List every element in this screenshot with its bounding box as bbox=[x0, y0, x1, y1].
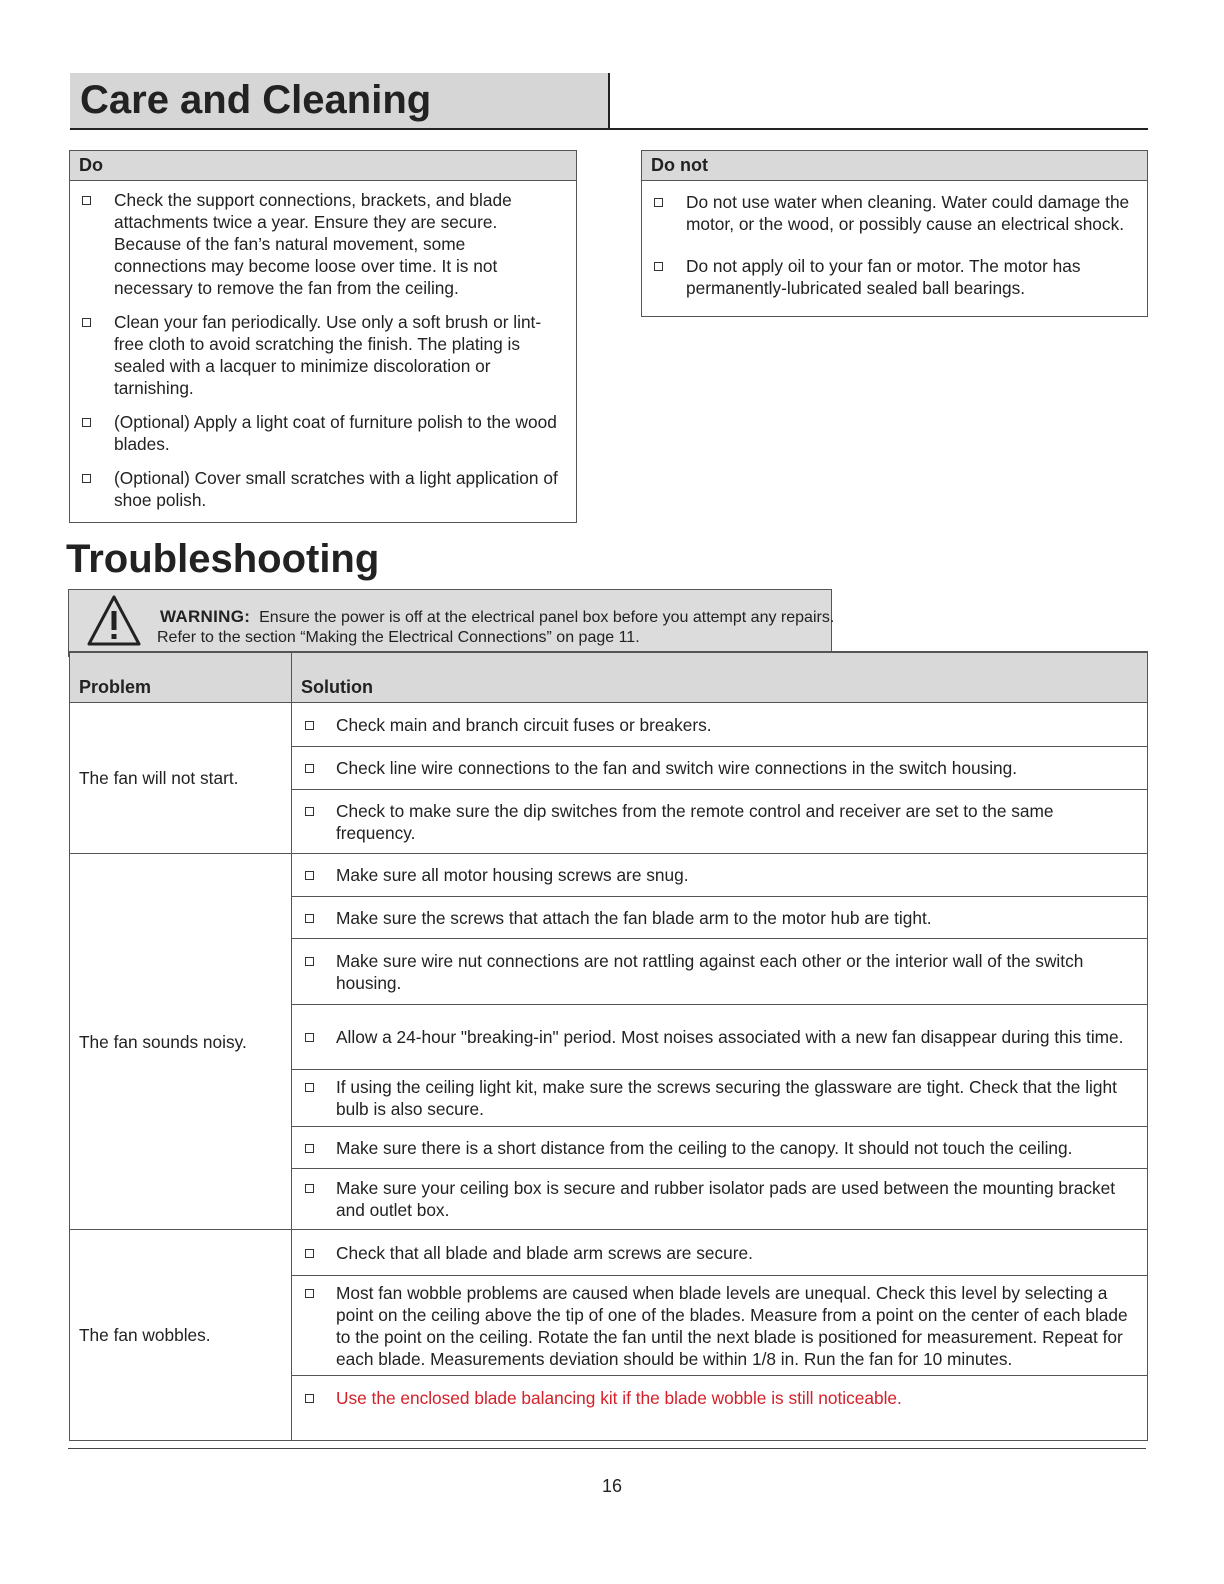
donot-list bbox=[642, 181, 1147, 299]
solution-cell bbox=[292, 897, 1148, 939]
donot-item bbox=[642, 191, 1147, 235]
checkbox-icon bbox=[654, 262, 663, 271]
header-divider bbox=[70, 128, 1148, 130]
warning-line-2: Refer to the section “Making the Electrical Connections” on page 11. bbox=[157, 629, 640, 646]
table-row bbox=[70, 854, 1148, 897]
checkbox-icon bbox=[82, 318, 91, 327]
solution-text: Check to make sure the dip switches from the remote control and receiver are set to the same frequency. bbox=[336, 800, 1054, 843]
table-row bbox=[70, 1230, 1148, 1276]
checkbox-icon bbox=[82, 196, 91, 205]
solution-cell bbox=[292, 1276, 1148, 1376]
problem-column-header: Problem bbox=[70, 652, 292, 703]
checkbox-icon bbox=[654, 198, 663, 207]
problem-cell: The fan sounds noisy. bbox=[70, 854, 292, 1230]
do-item-text: Check the support connections, brackets, and blade attachments twice a year. Ensure they are secure. Because of the fan’s natural movement, some connections may become loose over time. It is not necessary to remove the fan from the ceiling. bbox=[114, 190, 512, 298]
checkbox-icon bbox=[305, 957, 314, 966]
troubleshooting-title: Troubleshooting bbox=[66, 537, 380, 581]
solution-text: Make sure all motor housing screws are snug. bbox=[336, 865, 689, 885]
checkbox-icon bbox=[305, 1083, 314, 1092]
checkbox-icon bbox=[305, 871, 314, 880]
solution-cell bbox=[292, 790, 1148, 854]
solution-cell bbox=[292, 1127, 1148, 1169]
do-box bbox=[69, 150, 577, 523]
problem-cell: The fan wobbles. bbox=[70, 1230, 292, 1441]
do-item bbox=[70, 311, 576, 399]
footer-divider bbox=[68, 1448, 1146, 1449]
do-item bbox=[70, 189, 576, 299]
donot-item-text: Do not apply oil to your fan or motor. The motor has permanently-lubricated sealed ball bearings. bbox=[686, 256, 1081, 298]
warning-text-1: Ensure the power is off at the electrical panel box before you attempt any repairs. bbox=[259, 609, 835, 626]
solution-text: Check main and branch circuit fuses or breakers. bbox=[336, 714, 712, 735]
checkbox-icon bbox=[305, 1289, 314, 1298]
solution-cell bbox=[292, 1376, 1148, 1441]
checkbox-icon bbox=[305, 1184, 314, 1193]
solution-cell bbox=[292, 747, 1148, 790]
do-heading: Do bbox=[70, 151, 576, 181]
page-number: 16 bbox=[601, 1476, 623, 1496]
donot-item bbox=[642, 255, 1147, 299]
care-cleaning-title: Care and Cleaning bbox=[80, 78, 432, 122]
problem-cell: The fan will not start. bbox=[70, 703, 292, 854]
solution-cell bbox=[292, 939, 1148, 1005]
solution-text: Make sure your ceiling box is secure and rubber isolator pads are used between the mounting bracket and outlet box. bbox=[336, 1178, 1116, 1220]
solution-text-highlighted: Use the enclosed blade balancing kit if the blade wobble is still noticeable. bbox=[336, 1388, 902, 1408]
solution-text: Check line wire connections to the fan and switch wire connections in the switch housing. bbox=[336, 758, 1018, 778]
do-item bbox=[70, 467, 576, 511]
do-item-text: Clean your fan periodically. Use only a soft brush or lint-free cloth to avoid scratching the finish. The plating is sealed with a lacquer to minimize discoloration or tarnishing. bbox=[114, 312, 542, 398]
warning-label: WARNING: bbox=[160, 607, 251, 626]
solution-cell bbox=[292, 1005, 1148, 1070]
checkbox-icon bbox=[82, 418, 91, 427]
warning-triangle-icon bbox=[86, 594, 142, 648]
checkbox-icon bbox=[305, 1394, 314, 1403]
table-row bbox=[70, 703, 1148, 747]
checkbox-icon bbox=[305, 914, 314, 923]
solution-cell bbox=[292, 1070, 1148, 1127]
solution-text: Check that all blade and blade arm screws are secure. bbox=[336, 1242, 753, 1263]
solution-column-header: Solution bbox=[292, 652, 1148, 703]
do-item bbox=[70, 411, 576, 455]
table-header-row bbox=[70, 652, 1148, 703]
solution-text: Allow a 24-hour "breaking-in" period. Most noises associated with a new fan disappear during this time. bbox=[336, 1027, 1124, 1047]
warning-line-1 bbox=[160, 607, 834, 627]
solution-text: Most fan wobble problems are caused when blade levels are unequal. Check this level by selecting a point on the ceiling above the tip of one of the blades. Measure from a point on the center of each blade to the point on the ceiling. Rotate the fan until the next blade is positioned for measurement. Repeat for each blade. Measurements deviation should be within 1/8 in. Run the fan for 10 minutes. bbox=[336, 1282, 1128, 1369]
troubleshooting-table bbox=[69, 651, 1148, 1441]
checkbox-icon bbox=[82, 474, 91, 483]
do-list bbox=[70, 181, 576, 511]
solution-text: If using the ceiling light kit, make sure the screws securing the glassware are tight. Check that the light bulb is also secure. bbox=[336, 1077, 1117, 1119]
solution-cell bbox=[292, 1169, 1148, 1230]
checkbox-icon bbox=[305, 1144, 314, 1153]
donot-box bbox=[641, 150, 1148, 317]
checkbox-icon bbox=[305, 807, 314, 816]
solution-cell bbox=[292, 854, 1148, 897]
solution-text: Make sure the screws that attach the fan blade arm to the motor hub are tight. bbox=[336, 907, 932, 928]
do-item-text: (Optional) Apply a light coat of furniture polish to the wood blades. bbox=[114, 412, 557, 454]
solution-cell bbox=[292, 1230, 1148, 1276]
solution-text: Make sure wire nut connections are not rattling against each other or the interior wall of the switch housing. bbox=[336, 950, 1084, 993]
checkbox-icon bbox=[305, 1033, 314, 1042]
checkbox-icon bbox=[305, 721, 314, 730]
checkbox-icon bbox=[305, 1249, 314, 1258]
checkbox-icon bbox=[305, 764, 314, 773]
do-item-text: (Optional) Cover small scratches with a light application of shoe polish. bbox=[114, 468, 558, 510]
solution-cell bbox=[292, 703, 1148, 747]
donot-item-text: Do not use water when cleaning. Water could damage the motor, or the wood, or possibly cause an electrical shock. bbox=[686, 192, 1130, 234]
solution-text: Make sure there is a short distance from the ceiling to the canopy. It should not touch the ceiling. bbox=[336, 1137, 1073, 1158]
donot-heading: Do not bbox=[642, 151, 1147, 181]
